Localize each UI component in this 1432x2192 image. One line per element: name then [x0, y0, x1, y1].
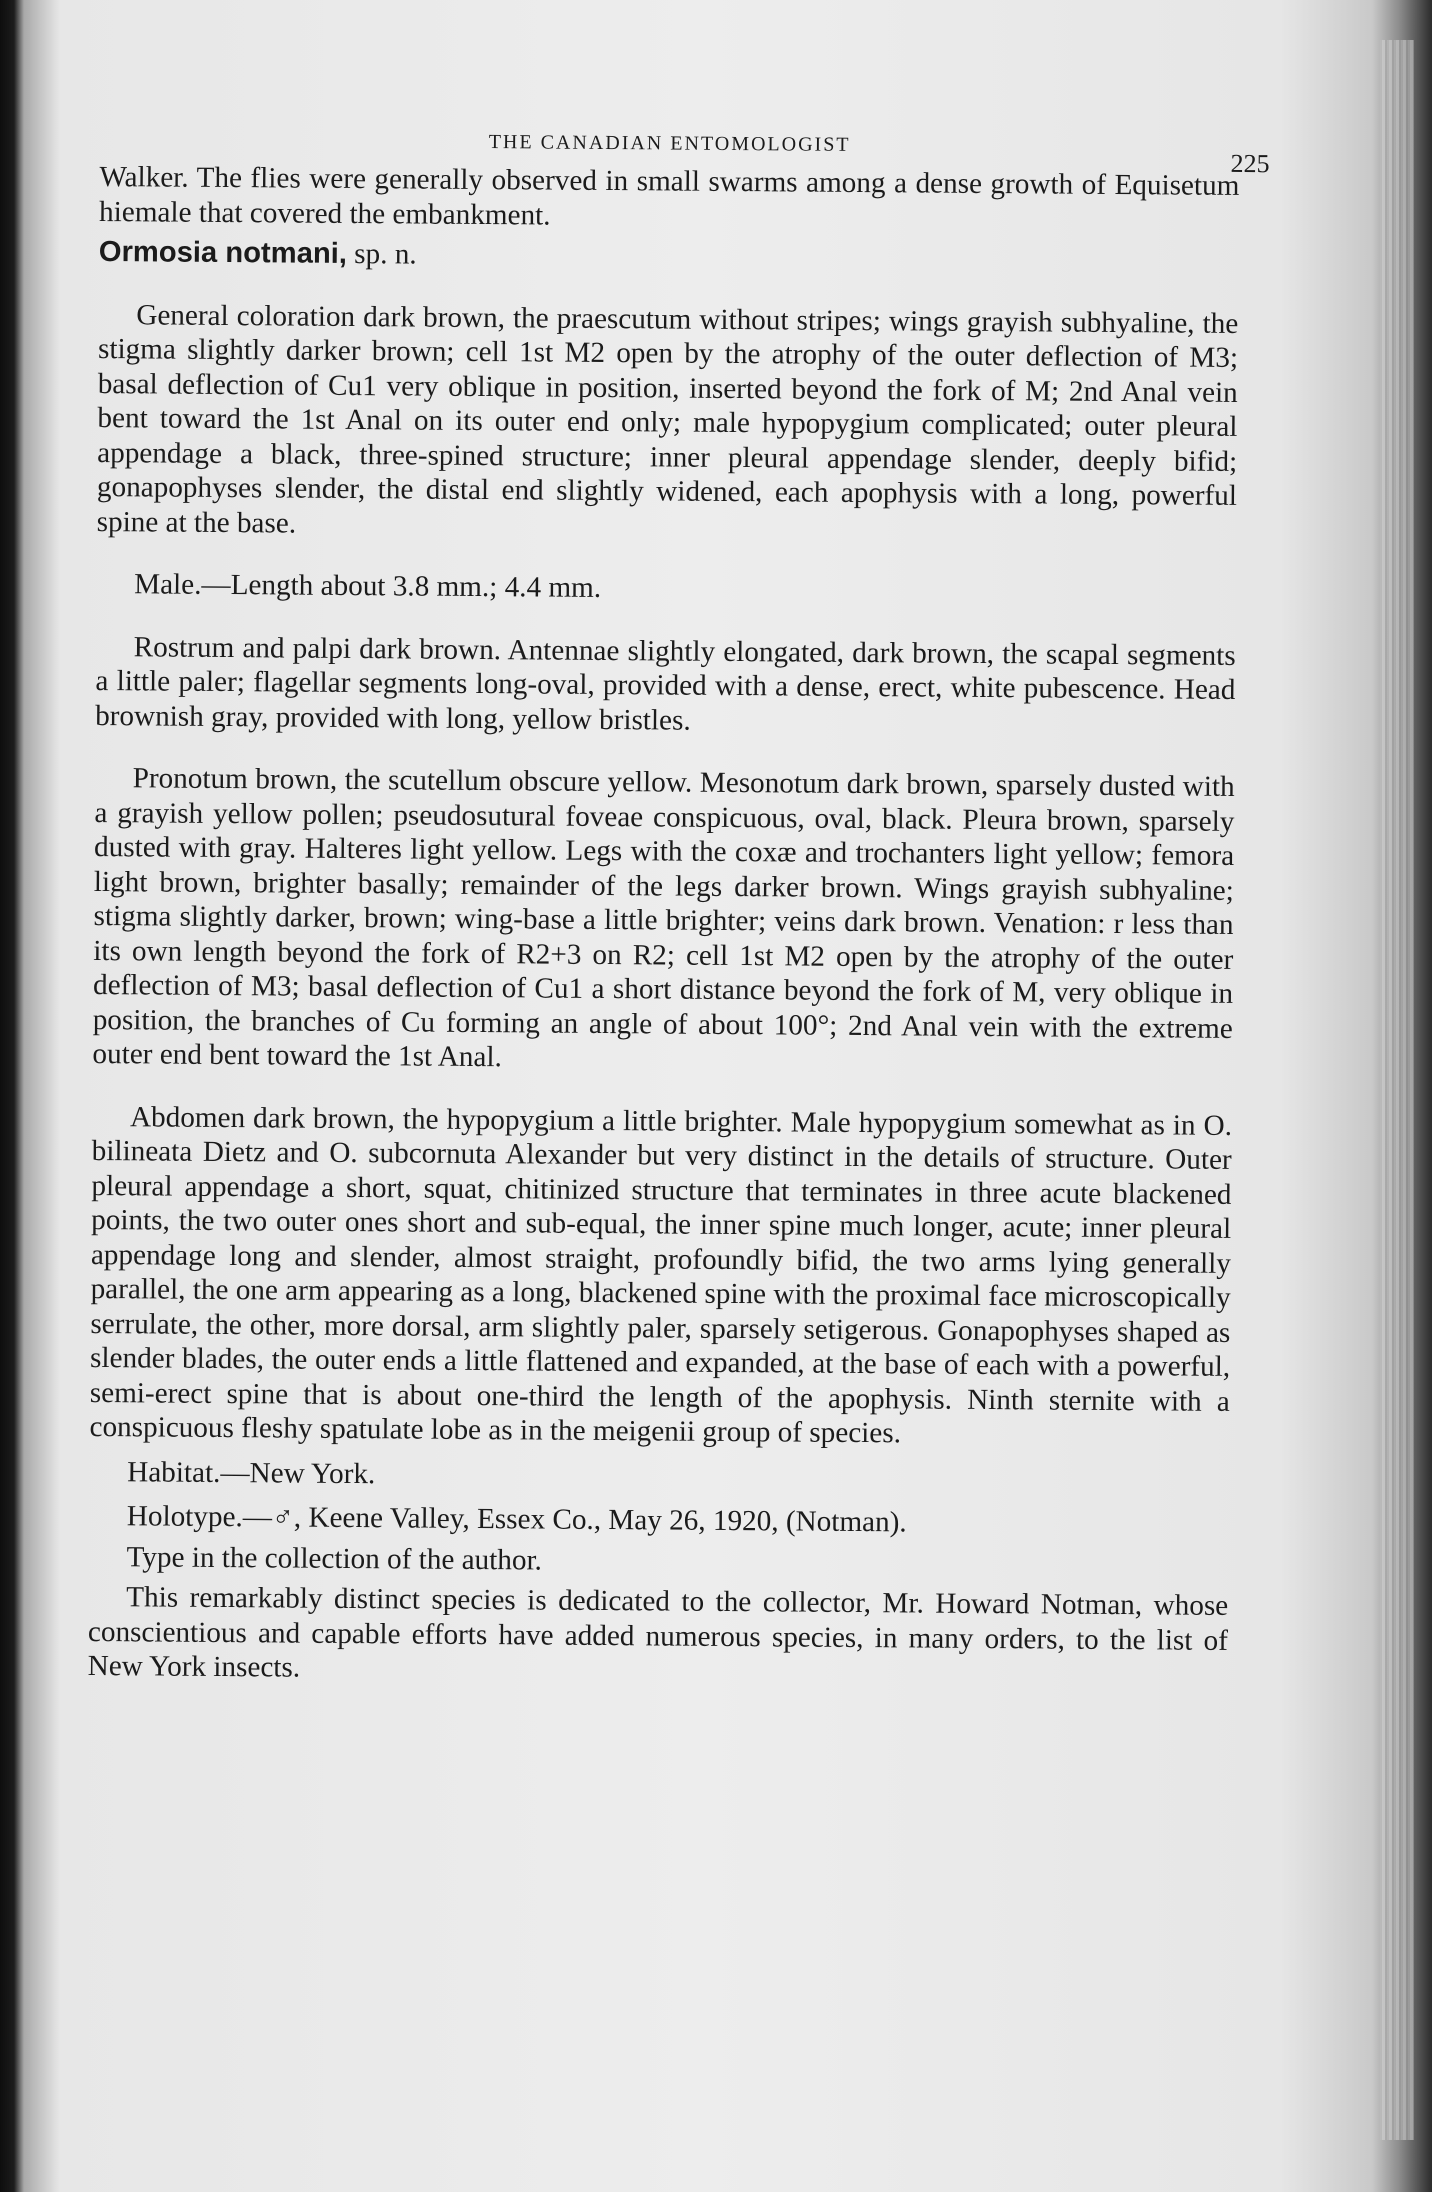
- holotype-paragraph: Holotype.—♂, Keene Valley, Essex Co., May 26, 1920, (Notman).: [126, 1500, 907, 1539]
- species-heading: [99, 235, 1239, 278]
- male-length-paragraph: Male.—Length about 3.8 mm.; 4.4 mm.: [134, 568, 602, 604]
- abdomen-paragraph: Abdomen dark brown, the hypopygium a little brighter. Male hypopygium somewhat as in O. bilineata Dietz and O. subcornuta Alexander but very distinct in the details of structure. Outer pleural appendage a short, squat, chitinized structure that terminates in three acute blackened points, the two outer ones short and sub-equal, the inner spine much longer, acute; inner pleural appendage long and slender, almost straight, profoundly bifid, the two arms lying generally parallel, the one arm appearing as a long, blackened spine with the proximal face microscopically serrulate, the other, more dorsal, arm slightly paler, sparsely setigerous. Gonapophyses shaped as slender blades, the outer ends a little flattened and expanded, at the base of each with a powerful, semi-erect spine that is about one-third the length of the apophysis. Ninth sternite with a conspicuous fleshy spatulate lobe as in the meigenii group of species.: [89, 1100, 1233, 1450]
- diagnosis-paragraph: General coloration dark brown, the praescutum without stripes; wings grayish subhyaline, the stigma slightly darker brown; cell 1st M2 open by the atrophy of the outer deflection of M3; basal deflection of Cu1 very oblique in position, inserted beyond the fork of M; 2nd Anal vein bent toward the 1st Anal on its outer end only; male hypopygium complicated; outer pleural appendage a black, three-spined structure; inner pleural appendage slender, deeply bifid; gonapophyses slender, the distal end slightly widened, each apophysis with a long, powerful spine at the base.: [96, 298, 1239, 540]
- book-gutter: [1380, 40, 1414, 2140]
- species-suffix: sp. n.: [346, 237, 417, 271]
- page-number: 225: [1230, 148, 1270, 179]
- habitat-paragraph: Habitat.—New York.: [127, 1455, 376, 1490]
- page-body: [87, 100, 1270, 1692]
- running-head: [100, 100, 1270, 179]
- journal-title: THE CANADIAN ENTOMOLOGIST: [488, 131, 851, 156]
- thorax-paragraph: Pronotum brown, the scutellum obscure yellow. Mesonotum dark brown, sparsely dusted with a grayish yellow pollen; pseudosutural foveae conspicuous, oval, black. Pleura brown, sparsely dusted with gray. Halteres light yellow. Legs with the coxæ and trochanters light yellow; femora light brown, brighter basally; remainder of the legs darker brown. Wings grayish subhyaline; stigma slightly darker, brown; wing-base a little brighter; veins dark brown. Venation: r less than its own length beyond the fork of R2+3 on R2; cell 1st M2 open by the atrophy of the outer deflection of M3; basal deflection of Cu1 a short distance beyond the fork of M, very oblique in position, the branches of Cu forming an angle of about 100°; 2nd Anal vein with the extreme outer end bent toward the 1st Anal.: [92, 762, 1235, 1074]
- head-paragraph: Rostrum and palpi dark brown. Antennae slightly elongated, dark brown, the scapal segments a little paler; flagellar segments long-oval, provided with a dense, erect, white pubescence. Head brownish gray, provided with long, yellow bristles.: [95, 630, 1236, 737]
- species-name: Ormosia notmani,: [98, 235, 348, 270]
- dedication-paragraph: This remarkably distinct species is dedicated to the collector, Mr. Howard Notman, whose conscientious and capable efforts have added numerous species, in many orders, to the list of New York insects.: [87, 1581, 1229, 1684]
- type-collection-paragraph: Type in the collection of the author.: [126, 1540, 543, 1577]
- intro-paragraph: Walker. The flies were generally observed in small swarms among a dense growth of Equisetum hiemale that covered the embankment.: [98, 160, 1240, 232]
